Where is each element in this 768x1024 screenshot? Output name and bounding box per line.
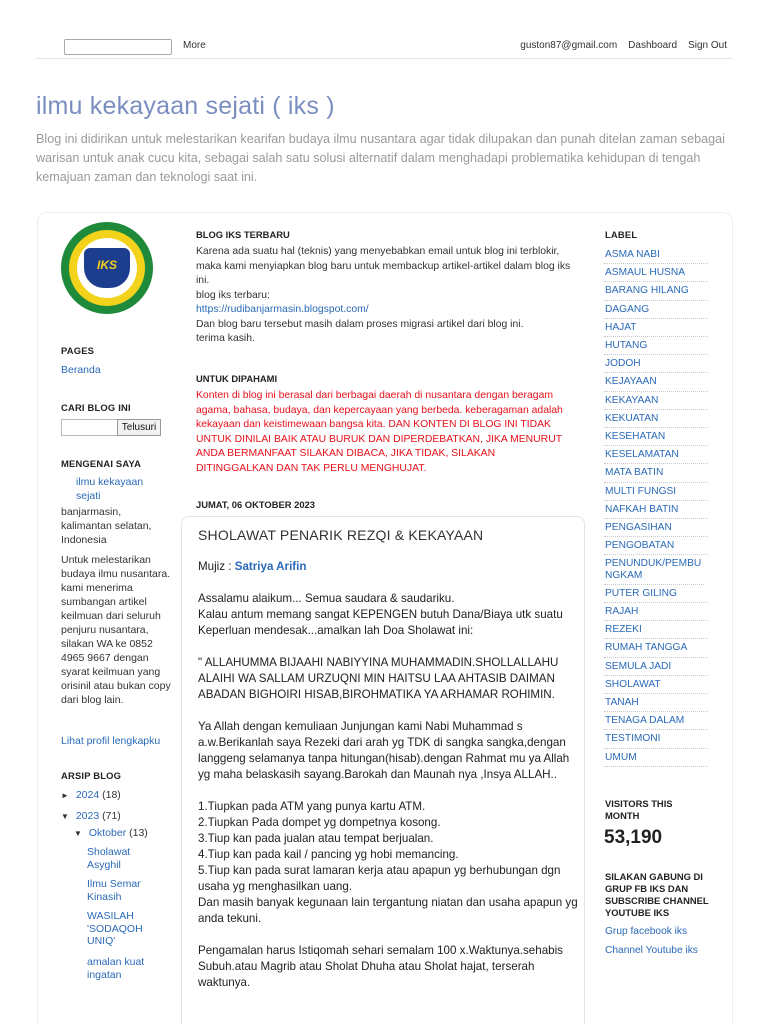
label-link[interactable]: UMUM <box>604 749 708 767</box>
post-title[interactable]: SHOLAWAT PENARIK REZQI & KEKAYAAN <box>198 527 484 543</box>
label-link[interactable]: RUMAH TANGGA <box>604 639 708 657</box>
navbar-dashboard-link[interactable]: Dashboard <box>628 40 678 51</box>
blog-search-input[interactable] <box>61 419 117 436</box>
label-link[interactable]: KEJAYAAN <box>604 373 708 391</box>
post-intro: Kalau antum memang sangat KEPENGEN butuh Dana/Biaya utk suatu Keperluan mendesak...amalkan lah Doa Sholawat ini: <box>198 608 563 637</box>
profile-name-link[interactable]: ilmu kekayaan sejati <box>76 476 144 502</box>
post-paragraph <box>198 591 578 639</box>
label-link[interactable]: BARANG HILANG <box>604 282 708 300</box>
dipahami-heading: UNTUK DIPAHAMI <box>196 373 278 384</box>
archive-count: (13) <box>129 827 148 839</box>
post-date: JUMAT, 06 OKTOBER 2023 <box>196 499 315 510</box>
archive-year-link[interactable]: 2024 <box>75 789 100 801</box>
label-link[interactable]: SEMULA JADI <box>604 658 708 676</box>
profile-location: banjarmasin, kalimantan selatan, Indonesia <box>61 506 152 546</box>
navbar-search-input[interactable] <box>64 39 172 55</box>
blog-baru-label: blog iks terbaru: <box>196 289 270 301</box>
archive-post-link[interactable]: Ilmu Semar Kinasih <box>87 878 141 903</box>
post-mujiz <box>198 559 578 575</box>
archive-heading: ARSIP BLOG <box>61 770 122 781</box>
blog-baru-heading: BLOG IKS TERBARU <box>196 229 290 240</box>
archive-month-oktober[interactable] <box>74 827 148 839</box>
label-link[interactable]: KESELAMATAN <box>604 446 708 464</box>
label-link[interactable]: PENGOBATAN <box>604 537 708 555</box>
label-link[interactable]: MATA BATIN <box>604 464 708 482</box>
label-link[interactable]: NAFKAH BATIN <box>604 501 708 519</box>
list-item: 4.Tiup kan pada kail / pancing yg hobi memancing. <box>198 848 459 861</box>
archive-post-link[interactable]: WASILAH 'SODAQOH UNIQ' <box>87 910 143 947</box>
about-heading: MENGENAI SAYA <box>61 458 142 469</box>
blog-description: Blog ini didirikan untuk melestarikan kearifan budaya ilmu nusantara agar tidak dilupakan dan punah ditelan zaman sebagai warisan untuk anak cucu kita, sebagai salah satu solusi alternatif dalam menghadapi problematika kehidupan di tengah kemajuan zaman dan teknologi saat ini. <box>36 132 725 184</box>
label-heading: LABEL <box>605 229 638 240</box>
logo-text: IKS <box>96 258 117 272</box>
label-link[interactable]: RAJAH <box>604 603 708 621</box>
collapse-toggle-icon[interactable]: ▼ <box>74 829 82 838</box>
label-link[interactable]: HUTANG <box>604 337 708 355</box>
label-link[interactable]: KESEHATAN <box>604 428 708 446</box>
archive-year-2024[interactable] <box>61 789 121 801</box>
label-link[interactable]: PUTER GILING <box>604 585 708 603</box>
list-item: Dan masih banyak kegunaan lain tergantung niatan dan usaha apapun yg anda tekuni. <box>198 896 578 925</box>
blog-baru-text <box>196 245 574 347</box>
blog-baru-thanks: terima kasih. <box>196 333 255 344</box>
post-sholawat-text: " ALLAHUMMA BIJAAHI NABIYYINA MUHAMMADIN.SHOLLALLAHU ALAIHI WA SALLAM URZUQNI MIN HAITSU LAA AHTASIB DAIMAN ABADAN BIGHOIRI HISAB,BIROHMATIKA YA ARHAMAR ROHIMIN. <box>198 656 559 701</box>
blog-baru-message: Karena ada suatu hal (teknis) yang menyebabkan email untuk blog ini terblokir, maka kami menyiapkan blog baru untuk membackup artikel-artikel dalam blog iks ini. <box>196 246 571 286</box>
navbar-signout-link[interactable]: Sign Out <box>688 40 727 51</box>
label-link[interactable]: MULTI FUNGSI <box>604 483 708 501</box>
page-link-beranda[interactable]: Beranda <box>61 364 101 376</box>
label-link[interactable]: SHOLAWAT <box>604 676 708 694</box>
expand-toggle-icon[interactable]: ► <box>61 791 69 800</box>
navbar-email: guston87@gmail.com <box>520 40 618 51</box>
collapse-toggle-icon[interactable]: ▼ <box>61 812 69 821</box>
archive-year-2023[interactable] <box>61 810 121 822</box>
profile-description: Untuk melestarikan budaya ilmu nusantara. kami menerima sumbangan artikel keilmuan dari seluruh penjuru nusantara, silakan WA ke 0852 4965 9667 dengan syarat keilmuan yang orisinil atau bukan copy dari blog lain. <box>61 554 171 706</box>
join-group-heading: SILAKAN GABUNG DI GRUP FB IKS DAN SUBSCRIBE CHANNEL YOUTUBE IKS <box>605 871 709 918</box>
label-link[interactable]: HAJAT <box>604 319 708 337</box>
label-link[interactable]: TENAGA DALAM <box>604 712 708 730</box>
label-link[interactable]: TESTIMONI <box>604 730 708 748</box>
blog-title[interactable]: ilmu kekayaan sejati ( iks ) <box>36 92 335 120</box>
facebook-group-link[interactable]: Grup facebook iks <box>605 926 688 937</box>
label-link[interactable]: PENUNDUK/PEMBUNGKAM <box>604 555 704 584</box>
blog-baru-note: Dan blog baru tersebut masih dalam proses migrasi artikel dari blog ini. <box>196 318 524 330</box>
navbar-more-link[interactable]: More <box>183 40 206 51</box>
visitors-heading: VISITORS THIS MONTH <box>605 798 673 821</box>
label-link[interactable]: PENGASIHAN <box>604 519 708 537</box>
list-item: 2.Tiupkan Pada dompet yg dompetnya kosong. <box>198 816 441 829</box>
list-item: 5.Tiup kan pada surat lamaran kerja atau apapun yg berhubungan dgn usaha yg menghasilkan uang. <box>198 864 561 893</box>
label-link[interactable]: KEKAYAAN <box>604 392 708 410</box>
iks-logo <box>61 222 153 314</box>
label-link[interactable]: DAGANG <box>604 301 708 319</box>
archive-count: (71) <box>102 810 121 822</box>
view-full-profile-link[interactable]: Lihat profil lengkapku <box>61 735 161 747</box>
label-link[interactable]: REZEKI <box>604 621 708 639</box>
post-usage-list <box>198 799 578 927</box>
post-greeting: Assalamu alaikum... Semua saudara & saudariku. <box>198 592 455 605</box>
list-item: 1.Tiupkan pada ATM yang punya kartu ATM. <box>198 800 426 813</box>
label-link[interactable]: TANAH <box>604 694 708 712</box>
archive-year-link[interactable]: 2023 <box>75 810 100 822</box>
archive-post-link[interactable]: Sholawat Asyghil <box>87 846 131 871</box>
label-link[interactable]: JODOH <box>604 355 708 373</box>
dipahami-text: Konten di blog ini berasal dari berbagai daerah di nusantara dengan beragam agama, bahasa, budaya, dan kepercayaan yang berbeda. keberagaman adalah kekayaan dan keistimewaan bangsa kita. DAN KONTEN DI BLOG INI TIDAK UNTUK DINILAI BAIK ATAU BURUK DAN DIPERDEBATKAN, JIKA MENURUT ANDA BERMANFAAT SILAKAN DIBACA, JIKA TIDAK, SILAKAN DITINGGALKAN DAN TAK PERLU MENGHUJAT. <box>196 390 563 474</box>
header-divider <box>35 58 733 59</box>
mujiz-link[interactable]: Satriya Arifin <box>234 560 307 573</box>
label-list <box>604 246 708 767</box>
post-practice-note: Pengamalan harus Istiqomah sehari semalam 100 x.Waktunya.sehabis Subuh.atau Magrib atau Sholat Dhuha atau Sholat hajat, terserah waktunya. <box>198 944 563 989</box>
search-heading: CARI BLOG INI <box>61 402 131 413</box>
navbar-account <box>520 40 727 51</box>
label-link[interactable]: ASMA NABI <box>604 246 708 264</box>
search-button[interactable]: Telusuri <box>117 419 161 436</box>
list-item: 3.Tiup kan pada jualan atau tempat berjualan. <box>198 832 434 845</box>
archive-post-link[interactable]: amalan kuat ingatan <box>87 956 145 981</box>
youtube-channel-link[interactable]: Channel Youtube iks <box>605 945 698 956</box>
label-link[interactable]: ASMAUL HUSNA <box>604 264 708 282</box>
archive-month-link[interactable]: Oktober <box>88 827 127 839</box>
post-doa-meaning: Ya Allah dengan kemuliaan Junjungan kami Nabi Muhammad s a.w.Berikanlah saya Rezeki dari arah yg TDK di sangka sangka,dengan langgeng selamanya tanpa hitungan(hisab).dengan Rahmat mu ya Allah yg maha belaskasih sayang.Barokah dan Maunah nya ,Insya ALLAH.. <box>198 720 570 781</box>
mujiz-label: Mujiz : <box>198 560 235 573</box>
blogger-navbar <box>0 0 768 58</box>
label-link[interactable]: KEKUATAN <box>604 410 708 428</box>
archive-count: (18) <box>102 789 121 801</box>
new-blog-link[interactable]: https://rudibanjarmasin.blogspot.com/ <box>196 304 369 315</box>
pages-heading: PAGES <box>61 345 95 356</box>
visitors-count: 53,190 <box>604 827 663 848</box>
